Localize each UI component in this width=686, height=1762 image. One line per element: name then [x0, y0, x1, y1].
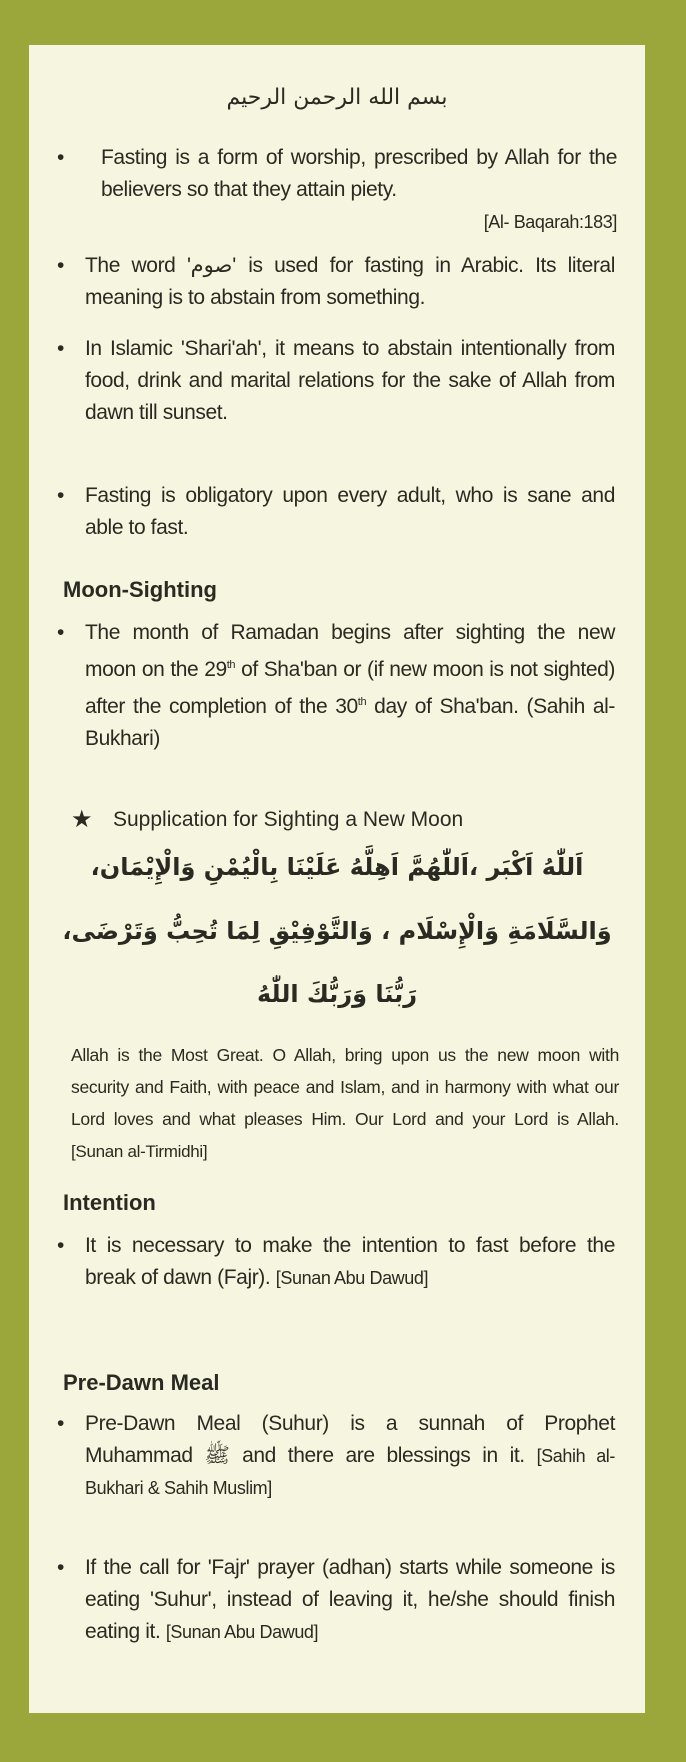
bismillah: بسم الله الرحمن الرحيم [226, 85, 448, 110]
arabic-line-2: وَالسَّلَامَةِ وَالْإِسْلَام ، وَالتَّوْفِيْقِ لِمَا تُحِبُّ وَتَرْضَى، [62, 917, 612, 945]
arabic-line-1: اَللّٰهُ اَكْبَر ،اَللّٰهُمَّ اَهِلَّهُ عَلَيْنَا بِالْيُمْنِ وَالْإِيْمَان، [90, 853, 584, 881]
citation: [Sahih al-Bukhari & Sahih Muslim] [85, 1446, 615, 1498]
moon-bullet: • The month of Ramadan begins after sighting the new moon on the 29th of Sha'ban or (if new moon is not sighted) after the completion of the 30th day of Sha'ban. (Sahih al-Bukhari) [57, 621, 615, 750]
superscript: th [226, 659, 236, 671]
translation-text: Allah is the Most Great. O Allah, bring upon us the new moon with security and Faith, with peace and Islam, and in harmony with what our Lord loves and what pleases Him. Our Lord and your Lord is Allah. [71, 1045, 619, 1129]
citation: [Al- Baqarah:183] [483, 212, 617, 232]
supplication-title: Supplication for Sighting a New Moon [113, 808, 464, 831]
salutation-glyph: ﷺ [204, 1444, 230, 1467]
intention-bullet: • It is necessary to make the intention to fast before the break of dawn (Fajr). [Sunan Abu Dawud] [57, 1234, 615, 1289]
bullet-text: In Islamic 'Shari'ah', it means to abstain intentionally from food, drink and marital relations for the sake of Allah from dawn till sunset. [85, 337, 615, 424]
bullet-text: Pre-Dawn Meal (Suhur) is a sunnah of Prophet Muhammad [85, 1412, 615, 1467]
bullet-text: The month of Ramadan begins after sighting the new moon on the 29 [85, 621, 615, 681]
pre-dawn-bullet-1: • Pre-Dawn Meal (Suhur) is a sunnah of Prophet Muhammad ﷺ and there are blessings in it. [Sahih al-Bukhari & Sahih Muslim] [57, 1412, 615, 1498]
intro-bullet-3: • In Islamic 'Shari'ah', it means to abstain intentionally from food, drink and marital relations for the sake of Allah from dawn till sunset. [57, 337, 615, 424]
bullet-text: It is necessary to make the intention to fast before the break of dawn (Fajr). [85, 1234, 615, 1289]
moon-sighting-heading: Moon-Sighting [63, 577, 217, 602]
citation: [Sunan al-Tirmidhi] [71, 1142, 208, 1161]
superscript: th [357, 696, 367, 708]
bullet-text: ' is used for fasting in Arabic. Its literal meaning is to abstain from something. [85, 254, 615, 309]
supplication-translation [71, 1039, 619, 1168]
intro-bullet-1: • Fasting is a form of worship, prescribed by Allah for the believers so that they attain piety. [Al- Baqarah:183] [101, 142, 617, 238]
bullet-text: Fasting is a form of worship, prescribed by Allah for the believers so that they attain piety. [101, 146, 617, 201]
pre-dawn-bullet-2: • If the call for 'Fajr' prayer (adhan) starts while someone is eating 'Suhur', instead of leaving it, he/she should finish eating it. [Sunan Abu Dawud] [57, 1556, 615, 1643]
intro-bullet-2: • The word 'صوم' is used for fasting in Arabic. Its literal meaning is to abstain from something. [57, 254, 615, 309]
citation: [Sunan Abu Dawud] [275, 1268, 429, 1288]
arabic-word: صوم [190, 254, 233, 277]
intro-bullet-4: • Fasting is obligatory upon every adult, who is sane and able to fast. [57, 484, 615, 539]
citation: [Sunan Abu Dawud] [165, 1622, 319, 1642]
bullet-text: and there are blessings in it. [229, 1444, 525, 1467]
bullet-text: If the call for 'Fajr' prayer (adhan) starts while someone is eating 'Suhur', instead of leaving it, he/she should finish eating it. [85, 1556, 615, 1643]
content-panel [29, 45, 645, 1713]
bullet-text: day of Sha'ban. (Sahih al-Bukhari) [85, 695, 615, 750]
pre-dawn-heading: Pre-Dawn Meal [63, 1370, 220, 1395]
arabic-line-3: رَبُّنَا وَرَبُّكَ اللّٰهُ [256, 980, 418, 1008]
star-icon: ★ [71, 806, 93, 833]
bullet-text: Fasting is obligatory upon every adult, who is sane and able to fast. [85, 484, 615, 539]
bullet-text: The word ' [85, 254, 191, 277]
intention-heading: Intention [63, 1190, 156, 1215]
bullet-text: of Sha'ban or (if new moon is not sighted) after the completion of the 30 [85, 658, 615, 718]
